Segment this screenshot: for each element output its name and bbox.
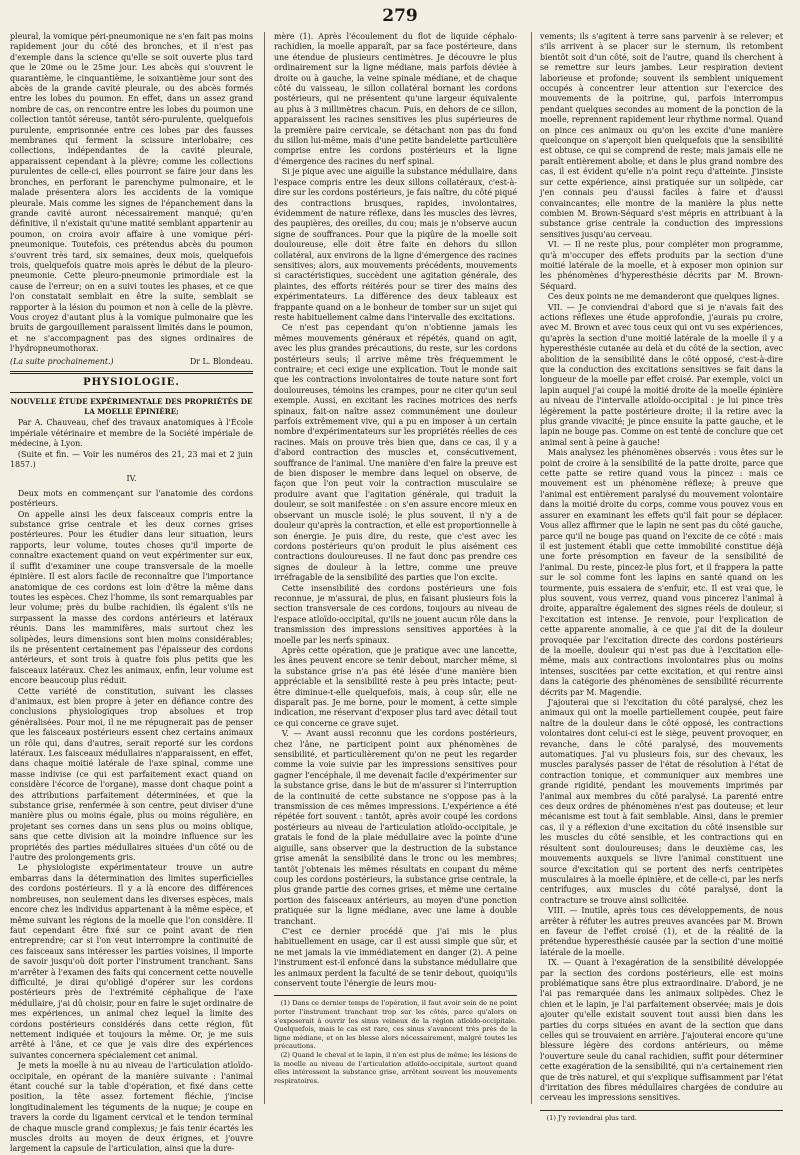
footnote: (1) Dans ce dernier temps de l'opération, il faut avoir soin de ne point porter l'instrument tranchant trop sur les côtés, parce qu'alors on s'exposerait à ouvrir les sinus veineux de la région atloïdo-occipitale. Quelquefois, mais le cas est rare, ces sinus s'avancent très près de la ligne médiane, et on les blesse alors nécessairement, malgré toutes les précautions. bbox=[274, 999, 517, 1051]
paragraph: VIII. — Inutile, après tous ces développements, de nous arrêter à réfuter les autres preuves avancées par M. Brown en faveur de l'effet croisé (1), et de la réalité de la prétendue hyperesthésie causée par la section d'une moitié latérale de la moelle. bbox=[540, 906, 783, 957]
paragraph: vements; ils s'agitent à terre sans parvenir à se relever; et s'ils arrivent à se placer sur le sternum, ils retombent bientôt soit d'un côté, soit de l'autre, quand ils cherchent à se remettre sur leurs jambes. Leur respiration devient laborieuse et profonde; souvent ils semblent uniquement occupés à concentrer leur attention sur l'exercice des mouvements de la poitrine, qui, parfois interrompus pendant quelques secondes au moment de la ponction de la moelle, reprennent rapidement leur rhythme normal. Quand on pince ces animaux ou qu'on les excite d'une manière quelconque on s'aperçoit bien quelquefois que la sensibilité est obtuse, ce qui se comprend de reste; mais jamais elle ne paraît entièrement abolie; et dans le plus grand nombre des cas, il est évident qu'elle n'a point reçu d'atteinte. J'insiste sur cette expérience, ainsi pratiquée sur un solipède, car j'en connais peu d'aussi faciles à faire et d'aussi convaincantes; elle montre de la manière la plus nette combien M. Brown-Séquard s'est mépris en attribuant à la substance grise centrale la conduction des impressions sensitives jusqu'au cerveau. bbox=[540, 32, 783, 239]
author-signature: Dr L. Blondeau. bbox=[189, 356, 253, 366]
paragraph: VI. — Il ne reste plus, pour compléter mon programme, qu'à m'occuper des effets produits par la section d'une moitié latérale de la moelle, et à exposer mon opinion sur les phénomènes d'hyperesthésie décrits par M. Brown-Séquard. bbox=[540, 240, 783, 291]
paragraph: Le physiologiste expérimentateur trouve un autre embarras dans la détermination des limites superficielles des cordons postérieurs. Il y a là encore des différences nombreuses, non seulement dans les diverses espèces, mais encore chez les individus appartenant à la même espèce, et même suivant les régions de la moelle que l'on considère. Il faut cependant être fixé sur ce point avant de rien entreprendre; car si l'on veut interrompre la continuité de ces faisceaux sans intéresser les parties voisines, il importe de savoir jusqu'où doit porter l'instrument tranchant. Sans m'arrêter à l'examen des faits qui concernent cette nouvelle difficulté, je dirai qu'obligé d'opérer sur les cordons postérieurs près de l'extrémité céphalique de l'axe médullaire, j'ai dû choisir, pour en faire le sujet ordinaire de mes expériences, un animal chez lequel la limite des cordons postérieurs considérés dans cette région, fût nettement indiquée et toujours la même. Or, je me suis arrêté à l'âne, et ce que je vais dire des expériences suivantes concernera spécialement cet animal. bbox=[10, 863, 253, 1060]
paragraph: Après cette opération, que je pratique avec une lancette, les ânes peuvent encore se tenir debout, marcher même, si la substance grise n'a pas été lésée d'une manière bien appréciable et la sensibilité reste à peu près intacte; peut-être diminue-t-elle quelquefois, mais, à coup sûr, elle ne disparaît pas. Je me borne, pour le moment, à cette simple indication, me réservant d'exposer plus tard avec détail tout ce qui concerne ce grave sujet. bbox=[274, 645, 517, 728]
footnotes bbox=[540, 1110, 783, 1123]
paragraph: Je mets la moelle à nu au niveau de l'articulation atloïdo-occipitale, en opérant de la manière suivante : l'animal étant couché sur la table d'opération, et fixé dans cette position, la tête assez fortement fléchie, j'incise longitudinalement les téguments de la nuque; je coupe en travers la corde du ligament cervical et le tendon terminal de chaque muscle grand complexus; je fais tenir écartés les muscles droits au moyen de deux érignes, et j'ouvre largement la capsule de l'articulation, ainsi que la dure- bbox=[10, 1061, 253, 1154]
footnote: (1) J'y reviendrai plus tard. bbox=[546, 1113, 637, 1122]
paragraph: Deux mots en commençant sur l'anatomie des cordons postérieurs. bbox=[10, 488, 253, 509]
byline-note: (Suite et fin. — Voir les numéros des 21, 23 mai et 2 juin 1857.) bbox=[10, 449, 253, 470]
subsection-heading: IV. bbox=[126, 474, 137, 484]
article-end-line bbox=[10, 357, 253, 367]
paragraph: On appelle ainsi les deux faisceaux compris entre la substance grise centrale et les deux cornes grises postérieures. Pour les étudier dans leur situation, leurs rapports, leur volume, toutes choses qu'il importe de connaître exactement quand on veut expérimenter sur eux, il suffit d'examiner une coupe transversale de la moelle épinière. Il est alors facile de reconnaître que l'importance anatomique de ces cordons est loin d'être la même dans toutes les espèces. Chez l'homme, ils sont remarquables par leur volume; près du bulbe rachidien, ils égalent s'ils ne surpassent la masse des cordons antérieurs et latéraux réunis. Dans les mammifères, mais surtout chez les solipèdes, leurs dimensions sont bien moins considérables; ils ne présentent certainement pas l'épaisseur des cordons antérieurs, et sont trois à quatre fois plus petits que les faisceaux latéraux. Chez les animaux, enfin, leur volume est encore beaucoup plus réduit. bbox=[10, 509, 253, 686]
column-3 bbox=[540, 32, 783, 1122]
article-title: NOUVELLE ÉTUDE EXPÉRIMENTALE DES PROPRIÉTÉS DE LA MOELLE ÉPINIÈRE; bbox=[10, 397, 253, 416]
paragraph: IX. — Quant à l'exagération de la sensibilité développée par la section des cordons postérieurs, elle est moins problématique sans être plus extraordinaire. D'abord, je ne l'ai pas remarquée dans les animaux solipèdes. Chez le chien et le lapin, je l'ai parfaitement observée; mais je dois ajouter qu'elle existait souvent tout aussi bien dans les parties du corps situées en avant de la section que dans celles qui se trouvaient en arrière. J'ajouterai encore qu'une blessure légère des cordons antérieurs, ou même l'ouverture seule du canal rachidien, suffit pour déterminer cette exagération de la sensibilité, qui n'a certainement rien que de très naturel, et qui s'explique suffisamment par l'état d'irritation des fibres médullaires chargées de conduire au cerveau les impressions sensitives. bbox=[540, 958, 783, 1103]
paragraph: Ces deux points ne me demanderont que quelques lignes. bbox=[547, 292, 780, 302]
section-separator bbox=[10, 371, 253, 374]
footnotes bbox=[274, 995, 517, 1085]
continuation-note: (La suite prochainement.) bbox=[10, 356, 114, 366]
column-divider bbox=[264, 32, 265, 1104]
section-separator bbox=[10, 392, 253, 393]
paragraph: V. — Avant aussi reconnu que les cordons postérieurs, chez l'âne, ne participent point aux phénomènes de sensibilité, et particulièrement qu'on ne peut les regarder comme la voie suivie par les impressions sensitives pour gagner l'encéphale, il me devenait facile d'expérimenter sur la substance grise, dans le but de m'assurer si l'interruption de la continuité de cette substance ne s'oppose pas à la transmission de ces mêmes impressions. L'expérience a été répétée fort souvent : tantôt, après avoir coupé les cordons postérieurs au niveau de l'articulation atloïdo-occipitale, je gratais le fond de la plaie médullaire avec la pointe d'une aiguille, sans observer que la destruction de la substance grise amenât la sensibilité dans le tronc ou les membres; tantôt j'obtenais les mêmes résultats en coupant du même coup les cordons postérieurs, la substance grise centrale, la plus grande partie des cornes grises, et même une certaine portion des faisceaux antérieurs, au moyen d'une ponction pratiquée sur la ligne médiane, avec une lame à double tranchant. bbox=[274, 729, 517, 926]
byline: Par A. Chauveau, chef des travaux anatomiques à l'École impériale vétérinaire et membre de la Société impériale de médecine, à Lyon. bbox=[10, 418, 253, 449]
column-divider bbox=[531, 32, 532, 1104]
paragraph: Si je pique avec une aiguille la substance médullaire, dans l'espace compris entre les deux sillons collatéraux, c'est-à-dire sur les cordons postérieurs, je fais naître, du côté piqué des contractions brusques, rapides, involontaires, évidemment de nature réflexe, dans les muscles des lèvres, des paupières, des oreilles, du cou; mais je n'observe aucun signe de souffrances. Pour que la piqûre de la moelle soit douloureuse, elle doit être faite en dehors du sillon collatéral, aux environs de la ligne d'émergence des racines sensitives; alors, aux mouvements précédents, mouvements si caractéristiques, succèdent une agitation générale, des plaintes, des efforts réitérés pour se tirer des mains des expérimentateurs. La différence des deux tableaux est frappante quand on a le bonheur de tomber sur un sujet qui reste habituellement calme dans l'intervalle des excitations. bbox=[274, 167, 517, 322]
page-number: 279 bbox=[382, 6, 418, 26]
paragraph: mère (1). Après l'écoulement du flot de liquide céphalo-rachidien, la moelle apparaît, par sa face postérieure, dans une étendue de plusieurs centimètres. Je découvre le plus ordinairement sur la ligne médiane, mais parfois déviée à droite ou à gauche, la veine spinale médiane, et de chaque côté du vaisseau, le sillon collatéral bornant les cordons postérieurs, qui ne présentent qu'une largeur équivalente au plus à 3 millimètres chacun. Puis, en dehors de ce sillon, apparaissent les racines sensitives les plus supérieures de la première paire cervicale, se détachant non pas du fond du sillon lui-même, mais d'une petite bandelette particulière comprise entre les cordons postérieurs et la ligne d'émergence des racines du nerf spinal. bbox=[274, 32, 517, 166]
paragraph: C'est ce dernier procédé que j'ai mis le plus habituellement en usage, car il est aussi simple que sûr, et ne met jamais la vie immédiatement en danger (2). A peine l'instrument est-il enfoncé dans la substance médullaire que les animaux perdent la faculté de se tenir debout, quoiqu'ils conservent toute l'énergie de leurs mou- bbox=[274, 926, 517, 988]
column-2 bbox=[274, 32, 517, 1107]
footnote: (2) Quand le cheval et le lapin, il n'en est plus de même; les lésions de la moelle au niveau de l'articulation atloïdo-occipitale, surtout quand elles intéressent la substance grise, arrêtent souvent les mouvements respiratoires. bbox=[274, 1050, 517, 1085]
paragraph: Cette variété de constitution, suivant les classes d'animaux, est bien propre à jeter en défiance contre des conclusions physiologiques trop absolues et trop généralisées. Pour moi, il ne me répugnerait pas de penser que les faisceaux postérieurs essent chez certains animaux un rôle qui, dans d'autres, serait reporté sur les cordons latéraux. Les faisceaux médullaires n'apparaissent, en effet, dans chaque moitié latérale de l'axe spinal, comme une masse indivise (ce qui est parfaitement exact quand on considère l'écorce de l'organe), masse dont chaque point a des attributions parfaitement déterminées, et que la substance grise, renfermée à son centre, peut diviser d'une manière plus ou moins égale, plus ou moins régulière, en projetant ses cornes dans un sens plus ou moins oblique, sans que cette division ait la moindre influence sur les propriétés des parties médullaires situées d'un côté ou de l'autre des prolongements gris. bbox=[10, 686, 253, 863]
paragraph: pleural, la vomique péri-pneumonique ne s'en fait pas moins rapidement jour du côté des bronches, et il n'est pas d'exemple dans la science qu'elle se soit ouverte plus tard que le 20me ou le 25me jour. Les abcès qui s'ouvrent le quarantième, le cinquantième, le soixantième jour sont des abcès de la grande cavité pleurale, ou des abcès formés entre les lobes du poumon. En effet, dans un assez grand nombre de cas, on rencontre entre les lobes du poumon une collection tantôt séreuse, tantôt séro-purulente, quelquefois purulente, emprisonnée entre ces lobes par des fausses membranes qui ferment la scissure interlobaire; ces collections, indépendantes de la cavité pleurale, apparaissent cependant à la plèvre; comme les collections purulentes de celle-ci, elles pourront se faire jour dans les bronches, en perforant le parenchyme pulmonaire, et le malade présentera alors les accidents de la vomique pleurale. Mais comme les signes de l'épanchement dans la grande cavité auront nécessairement manqué; qu'en définitive, il n'existait qu'une matité semblant appartenir au poumon, on croira avoir affaire à une vomique péri-pneumonique. Toutefois, ces prétendus abcès du poumon s'ouvrent très tard, six semaines, deux mois, quelquefois trois, quelquefois quatre mois après le début de la pleuro-pneumonie. Cette pleuro-pneumonie primordiale est la cause de l'erreur; on en a suivi toutes les phases, et ce que l'on constatait semblait en être la suite, semblait se rapporter à la lésion du poumon et non à celle de la plèvre. Vous croyez d'autant plus à la vomique pulmonaire que les bruits de gargouillement paraissent limités dans le poumon, et ne s'accompagnent pas des signes ordinaires de l'hydropneumothorax. bbox=[10, 32, 253, 354]
paragraph: J'ajouterai que si l'excitation du côté paralysé, chez les animaux qui ont la moelle partiellement coupée, peut faire naître de la douleur dans le côté opposé, les contractions volontaires dont celui-ci est le siège, peuvent provoquer, en revanche, dans le côté paralysé, des mouvements automatiques. J'ai vu plusieurs fois, sur des chevaux, les muscles paralysés passer de l'état de résolution à l'état de contraction tonique, et communiquer aux membres une grande rigidité, pendant les mouvements imprimés par l'animal aux membres du côté paralysé. La parenté entre ces deux ordres de phénomènes n'est pas douteuse; et leur mécanisme est tout à fait semblable. Ainsi, dans le premier cas, il y a réflexion d'une excitation du côté insensible sur les muscles du côté sensible, et les contractions qui en résultent sont douloureuses; dans le deuxième cas, les mouvements auxquels se livre l'animal constituent une source d'excitation qui se portent des nerfs centripètes musculaires à la moelle épinière, et de celle-ci, par les nerfs centrifuges, aux muscles du côté paralysé, dont la contracture se trouve ainsi sollicitée. bbox=[540, 698, 783, 905]
section-title: PHYSIOLOGIE. bbox=[83, 377, 180, 388]
paragraph: Cette insensibilité des cordons postérieurs une fois reconnue, je m'assurai, de plus, en faisant plusieurs fois la section transversale de ces cordons, toujours au niveau de l'espace atloïdo-occipital, qu'ils ne jouent aucun rôle dans la transmission des impressions sensitives apportées à la moelle par les nerfs spinaux. bbox=[274, 583, 517, 645]
paragraph: VII. — Je conviendrai d'abord que si je n'avais fait des actions réflexes une étude approfondie, j'aurais pu croire, avec M. Brown et avec tous ceux qui ont vu ses expériences, qu'après la section d'une moitié latérale de la moelle il y a hyperesthésie cutanée au delà et du côté de la section, avec abolition de la sensibilité dans le côté opposé, c'est-à-dire que la conduction des excitations sensitives se fait dans la longueur de la moelle par effet croisé. Par exemple, voici un lapin auquel j'ai coupé la moitié droite de la moelle épinière au niveau de l'intervalle atloïdo-occipital : je lui pince très légèrement la patte postérieure droite; il la retire avec la plus grande vivacité; je pince ensuite la patte gauche, et le lapin ne bouge pas. Comme on est tenté de conclure que cet animal sent à peine à gauche! bbox=[540, 302, 783, 447]
paragraph: Mais analysez les phénomènes observés : vous êtes sur le point de croire à la sensibilité de la patte droite, parce que cette patte se retire quand vous la pincez : mais ce mouvement est un phénomène réflexe; à preuve que l'animal est entièrement paralysé du mouvement volontaire dans la moitié droite du corps, comme vous pouvez vous en assurer en examinant les effets qu'il fait pour se déplacer. Vous allez affirmer que le lapin ne sent pas du côté gauche, parce qu'il ne bouge pas quand on l'excite de ce côté : mais il est justement établi que cette immobilité constitue déjà une forte présomption en faveur de la sensibilité de l'animal. Du reste, pincez-le plus fort, et il frappera la patte sur le sol comme font les lapins en santé quand on les tourmente, puis essaiera de s'enfuir, etc. Il est vrai que, le plus souvent, vous verrez, quand vous pincerez l'animal à droite, apparaître également des signes réels de douleur, si l'excitation est intense. Je renvoie, pour l'explication de cette apparente anomalie, à ce que j'ai dit de la douleur provoquée par l'excitation directe des cordons postérieurs de la moelle, douleur qui n'est pas due à l'excitation elle-même, mais aux contractions involontaires plus ou moins intenses, suscitées par cette excitation, et qui rentre ainsi dans la catégorie des phénomènes de sensibilité récurrente décrits par M. Magendie. bbox=[540, 448, 783, 697]
paragraph: Ce n'est pas cependant qu'on n'obtienne jamais les mêmes mouvements généraux et répétés, quand on agit, avec les plus grandes précautions, du reste, sur les cordons postérieurs seuls; il arrive même très fréquemment le contraire; et ceci exige une explication. Tout le monde sait que les contractions involontaires de toute nature sont fort douloureuses, témoins les crampes, pour ne citer qu'un seul exemple. Aussi, en excitant les racines motrices des nerfs spinaux, fait-on naître assez communément une douleur parfois extrêmement vive, qui a pu en imposer à un certain nombre d'expérimentateurs sur les propriétés réelles de ces racines. Mais on prouve très bien que, dans ce cas, il y a d'abord contraction des muscles et, consécutivement, souffrance de l'animal. Une manière d'en faire la preuve est de bien disposer le membre dans lequel on observe, de façon que l'on peut voir la contraction musculaire se produire avant que l'agitation générale, qui traduit la douleur, se soit manifestée : on s'en assure encore mieux en observant un muscle isolé; le plus souvent, il n'y a de douleur qu'après la contraction, et elle est proportionnelle à son énergie. Je puis dire, du reste, que c'est avec les cordons postérieurs qu'on produit le plus aisément ces contractions douloureuses. Il ne faut donc pas prendre ces signes de douleur à la lettre, comme une preuve irréfragable de la sensibilité des parties que l'on excite. bbox=[274, 323, 517, 583]
column-1 bbox=[10, 32, 253, 1154]
